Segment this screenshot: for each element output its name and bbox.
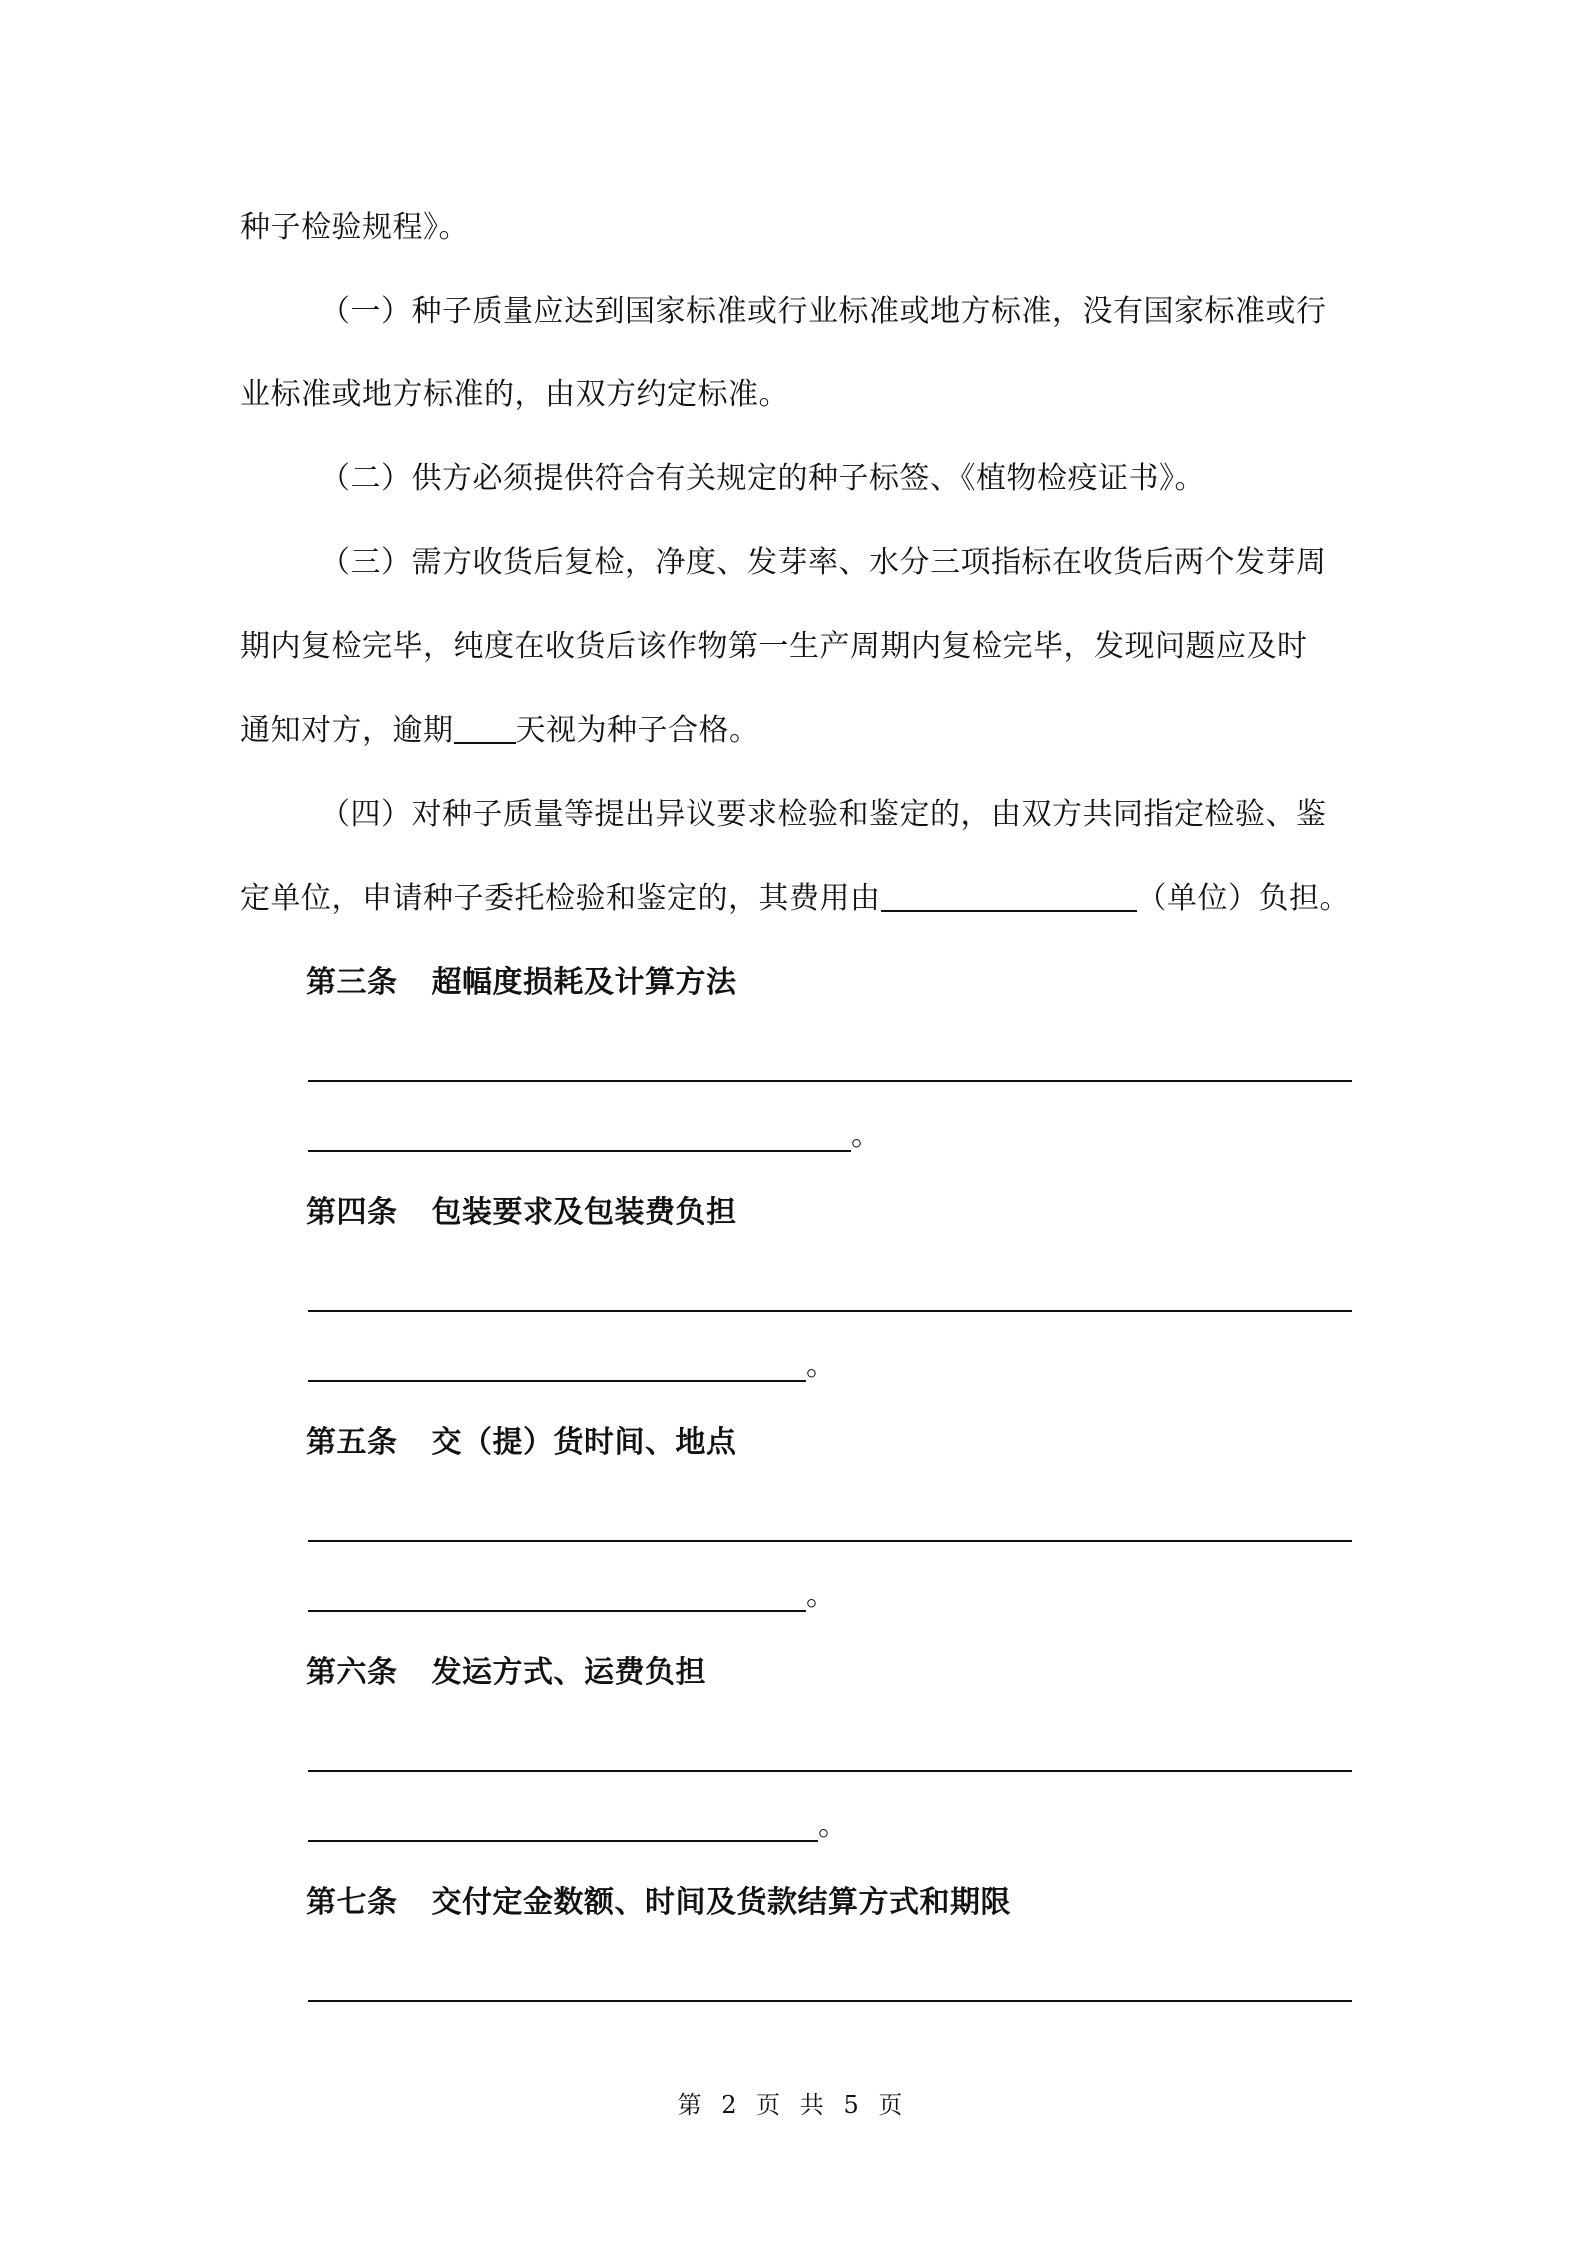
article-7-title: 交付定金数额、时间及货款结算方式和期限 — [431, 1885, 1011, 1920]
clause-3-line-2: 期内复检完毕，纯度在收货后该作物第一生产周期内复检完毕，发现问题应及时 — [240, 629, 1308, 664]
article-6-fill-line-2[interactable] — [308, 1840, 818, 1842]
article-4-heading — [306, 1193, 737, 1233]
clause-4-line-2 — [240, 879, 1350, 919]
clause-1-line-1: （一）种子质量应达到国家标准或行业标准或地方标准，没有国家标准或行 — [320, 294, 1327, 329]
clause-3-text-after-blank: 天视为种子合格。 — [515, 713, 760, 748]
article-5-heading — [306, 1423, 737, 1463]
article-3-number: 第三条 — [306, 965, 398, 1000]
article-5-fill-line-1[interactable] — [308, 1540, 1352, 1542]
article-6-title: 发运方式、运费负担 — [431, 1655, 706, 1690]
clause-3-line-1: （三）需方收货后复检，净度、发芽率、水分三项指标在收货后两个发芽周 — [320, 545, 1327, 580]
article-7-heading — [306, 1883, 1011, 1923]
article-4-fill-line-2[interactable] — [308, 1380, 806, 1382]
article-4-end-mark: 。 — [806, 1348, 836, 1383]
article-7-fill-line-1[interactable] — [308, 2000, 1352, 2002]
unit-blank-field[interactable] — [881, 880, 1137, 912]
article-3-heading — [306, 963, 737, 1003]
page-number-footer: 第 2 页 共 5 页 — [677, 2091, 909, 2119]
clause-3-line-3 — [240, 711, 760, 751]
clause-4-text-before-blank: 定单位，申请种子委托检验和鉴定的，其费用由 — [240, 881, 881, 916]
article-6-number: 第六条 — [306, 1655, 398, 1690]
article-6-fill-line-1[interactable] — [308, 1770, 1352, 1772]
article-3-fill-line-2[interactable] — [308, 1150, 851, 1152]
article-7-number: 第七条 — [306, 1885, 398, 1920]
days-blank-field[interactable] — [454, 712, 516, 744]
article-4-fill-line-1[interactable] — [308, 1310, 1352, 1312]
clause-3-text-before-blank: 通知对方，逾期 — [240, 713, 454, 748]
paragraph-continuation: 种子检验规程》。 — [240, 210, 469, 245]
clause-1-line-2: 业标准或地方标准的，由双方约定标准。 — [240, 377, 789, 412]
article-4-title: 包装要求及包装费负担 — [431, 1195, 737, 1230]
article-3-fill-line-1[interactable] — [308, 1080, 1352, 1082]
article-3-end-mark: 。 — [851, 1118, 881, 1153]
clause-4-line-1: （四）对种子质量等提出异议要求检验和鉴定的，由双方共同指定检验、鉴 — [320, 797, 1327, 832]
clause-2-line-1: （二）供方必须提供符合有关规定的种子标签、《植物检疫证书》。 — [320, 461, 1205, 496]
article-5-fill-line-2[interactable] — [308, 1610, 806, 1612]
article-5-title: 交（提）货时间、地点 — [431, 1425, 737, 1460]
article-4-number: 第四条 — [306, 1195, 398, 1230]
article-6-end-mark: 。 — [818, 1808, 848, 1843]
article-5-number: 第五条 — [306, 1425, 398, 1460]
clause-4-text-after-blank: （单位）负担。 — [1136, 881, 1350, 916]
article-6-heading — [306, 1653, 706, 1693]
article-5-end-mark: 。 — [806, 1578, 836, 1613]
article-3-title: 超幅度损耗及计算方法 — [431, 965, 737, 1000]
